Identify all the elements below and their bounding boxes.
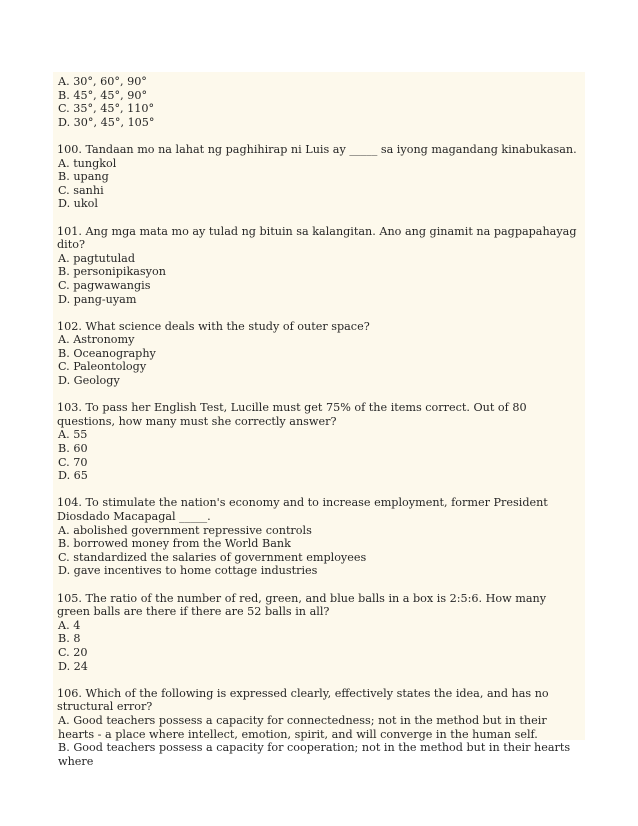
option-b: B. upang — [58, 170, 109, 184]
question-105 — [57, 592, 579, 674]
option-b: B. 8 — [58, 632, 81, 646]
question-list — [53, 72, 585, 768]
option-d: D. Geology — [58, 374, 120, 388]
question-stem: 104. To stimulate the nation's economy and to increase employment, former President Diosdado Macapagal _____. — [57, 496, 548, 523]
question-99 — [57, 75, 579, 129]
option-b: B. 60 — [58, 442, 88, 456]
option-d: D. 65 — [58, 469, 88, 483]
option-c: C. sanhi — [58, 183, 104, 197]
document-page — [53, 72, 585, 768]
option-a: A. abolished government repressive controls — [58, 523, 312, 537]
option-d: D. 24 — [58, 659, 88, 673]
question-stem: 101. Ang mga mata mo ay tulad ng bituin sa kalangitan. Ano ang ginamit na pagpapahayag dito? — [57, 224, 577, 252]
question-104 — [57, 496, 579, 578]
question-stem: 100. Tandaan mo na lahat ng paghihirap ni Luis ay _____ sa iyong magandang kinabukasan. — [57, 142, 577, 156]
option-b: B. Good teachers possess a capacity for cooperation; not in the method but in their hearts where — [58, 741, 571, 768]
option-d: D. pang-uyam — [58, 292, 137, 306]
question-stem: 103. To pass her English Test, Lucille must get 75% of the items correct. Out of 80 questions, how many must she correctly answer? — [57, 401, 527, 428]
option-a: A. tungkol — [58, 156, 117, 170]
question-101 — [57, 225, 579, 307]
option-b: B. Oceanography — [58, 346, 156, 360]
option-c: C. Paleontology — [58, 360, 147, 374]
option-c: C. 70 — [58, 455, 88, 469]
option-c: C. standardized the salaries of government employees — [58, 550, 367, 564]
question-stem: 105. The ratio of the number of red, green, and blue balls in a box is 2:5:6. How many green balls are there if there are 52 balls in all? — [57, 591, 547, 619]
option-d: D. ukol — [58, 197, 98, 211]
question-102 — [57, 320, 579, 388]
question-100 — [57, 143, 579, 211]
question-stem: 106. Which of the following is expressed clearly, effectively states the idea, and has no structural error? — [57, 686, 549, 714]
question-106 — [57, 687, 579, 769]
option-a: A. pagtutulad — [58, 251, 135, 265]
option-c: C. 35°, 45°, 110° — [58, 102, 155, 116]
option-a: A. 30°, 60°, 90° — [58, 75, 147, 88]
option-a: A. 55 — [58, 428, 88, 442]
option-b: B. personipikasyon — [58, 265, 166, 279]
option-c: C. 20 — [58, 645, 88, 659]
question-stem: 102. What science deals with the study of outer space? — [57, 319, 370, 333]
option-d: D. 30°, 45°, 105° — [58, 115, 155, 129]
option-b: B. borrowed money from the World Bank — [58, 537, 291, 551]
question-103 — [57, 401, 579, 483]
option-b: B. 45°, 45°, 90° — [58, 88, 148, 102]
option-c: C. pagwawangis — [58, 278, 151, 292]
option-a: A. Good teachers possess a capacity for connectedness; not in the method but in their hearts - a place where intellect, emotion, spirit, and will converge in the human self. — [58, 713, 547, 741]
option-d: D. gave incentives to home cottage industries — [58, 564, 318, 578]
option-a: A. Astronomy — [58, 333, 135, 347]
option-a: A. 4 — [58, 618, 81, 632]
